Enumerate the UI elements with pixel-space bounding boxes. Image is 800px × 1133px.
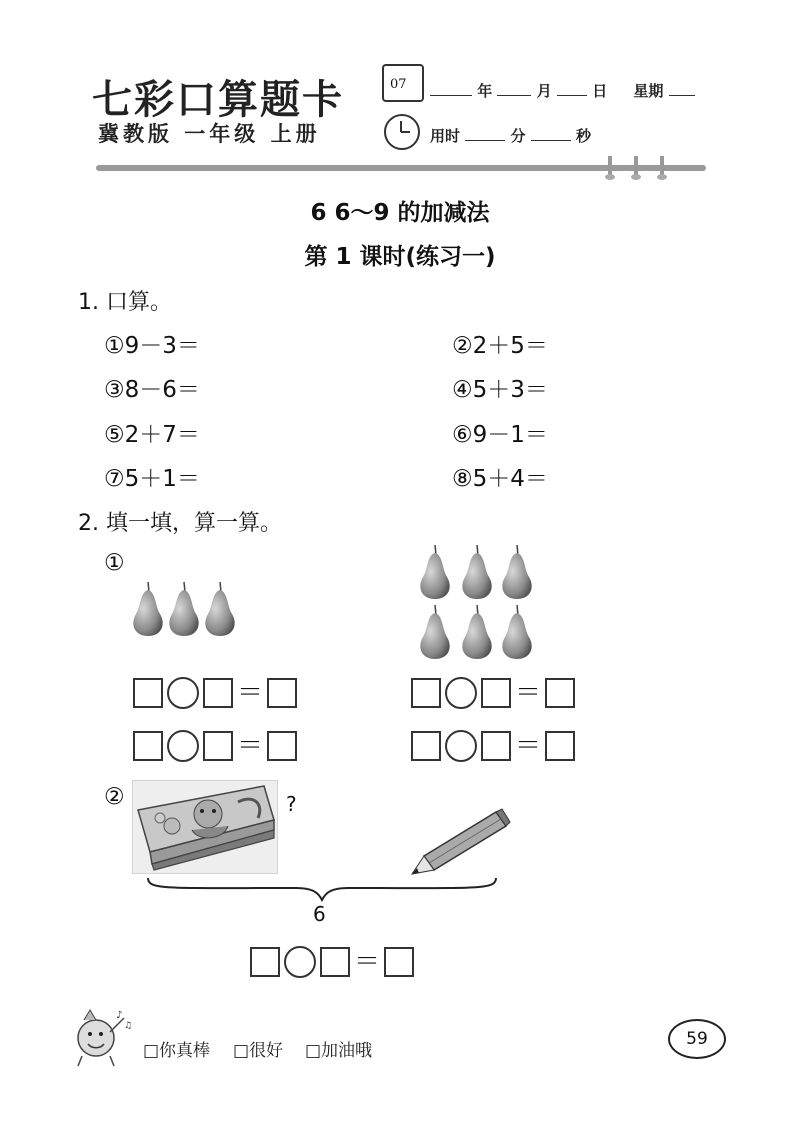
page-number: 59 — [668, 1019, 726, 1059]
brace-icon — [146, 876, 498, 902]
rating-great[interactable]: □你真棒 — [143, 1041, 211, 1061]
lesson-title: 6 6～9 的加减法 — [310, 200, 490, 226]
pear-icon — [462, 605, 491, 659]
rating-keep-trying[interactable]: □加油哦 — [305, 1041, 373, 1061]
equals-sign: ＝ — [237, 678, 264, 708]
q1-item: ⑤2＋7＝ — [104, 422, 200, 448]
answer-box[interactable] — [250, 947, 280, 977]
second-label: 秒 — [575, 127, 591, 145]
edition-label: 冀教版 一年级 上册 — [98, 122, 321, 146]
calendar-number: 07 — [390, 77, 407, 92]
pear-icon — [205, 582, 234, 636]
operator-circle[interactable] — [445, 677, 477, 709]
q2-heading: 2. 填一填，算一算。 — [78, 511, 282, 536]
q1-item: ②2＋5＝ — [452, 333, 548, 359]
pear-group-left — [128, 580, 248, 640]
equals-sign: ＝ — [237, 731, 264, 761]
answer-box[interactable] — [384, 947, 414, 977]
total-label: 6 — [313, 902, 326, 926]
answer-box[interactable] — [481, 678, 511, 708]
q2-part1-marker: ① — [104, 550, 125, 576]
divider-pin — [608, 156, 612, 178]
equals-sign: ＝ — [515, 678, 542, 708]
minute-label: 分 — [510, 127, 526, 145]
answer-box[interactable] — [481, 731, 511, 761]
mascot-icon — [70, 1004, 132, 1068]
q1-heading: 1. 口算。 — [78, 290, 172, 315]
svg-text:♪: ♪ — [116, 1010, 123, 1021]
brand-title: 七彩口算题卡 — [92, 76, 344, 123]
answer-box[interactable] — [411, 678, 441, 708]
q2-part2-marker: ② — [104, 784, 125, 810]
q1-item: ⑦5＋1＝ — [104, 466, 200, 492]
calendar-icon — [382, 64, 424, 102]
unknown-mark: ? — [286, 792, 297, 816]
pear-icon — [462, 545, 491, 599]
svg-text:♫: ♫ — [124, 1021, 132, 1031]
pear-group-right — [415, 543, 539, 661]
pear-icon — [420, 545, 449, 599]
answer-box[interactable] — [545, 731, 575, 761]
answer-box[interactable] — [133, 731, 163, 761]
q1-item: ③8－6＝ — [104, 377, 200, 403]
divider-pin — [634, 156, 638, 178]
pear-icon — [502, 545, 531, 599]
answer-box[interactable] — [203, 731, 233, 761]
q1-item: ⑥9－1＝ — [452, 422, 548, 448]
day-label: 日 — [592, 82, 608, 100]
year-label: 年 — [477, 82, 493, 100]
q1-item: ①9－3＝ — [104, 333, 200, 359]
header-divider — [96, 165, 706, 171]
time-row — [430, 125, 591, 146]
answer-box[interactable] — [203, 678, 233, 708]
equals-sign: ＝ — [354, 947, 381, 977]
answer-box[interactable] — [267, 678, 297, 708]
answer-box[interactable] — [133, 678, 163, 708]
answer-box[interactable] — [545, 678, 575, 708]
pencil-icon — [408, 806, 512, 876]
equation-row — [411, 730, 575, 762]
operator-circle[interactable] — [167, 677, 199, 709]
answer-box[interactable] — [411, 731, 441, 761]
pear-icon — [169, 582, 198, 636]
pear-icon — [133, 582, 162, 636]
month-label: 月 — [536, 82, 552, 100]
answer-box[interactable] — [267, 731, 297, 761]
equation-row — [133, 730, 297, 762]
answer-box[interactable] — [320, 947, 350, 977]
pear-icon — [420, 605, 449, 659]
q1-item: ⑧5＋4＝ — [452, 466, 548, 492]
pencil-case-icon — [132, 780, 278, 874]
equals-sign: ＝ — [515, 731, 542, 761]
lesson-subtitle: 第 1 课时(练习一) — [304, 244, 496, 270]
weekday-label: 星期 — [633, 82, 664, 100]
divider-pin — [660, 156, 664, 178]
date-row — [430, 80, 695, 101]
equation-row — [411, 677, 575, 709]
clock-icon — [384, 114, 420, 150]
equation-row — [250, 946, 414, 978]
rating-good[interactable]: □很好 — [233, 1041, 284, 1061]
q1-item: ④5＋3＝ — [452, 377, 548, 403]
operator-circle[interactable] — [445, 730, 477, 762]
operator-circle[interactable] — [284, 946, 316, 978]
equation-row — [133, 677, 297, 709]
pear-icon — [502, 605, 531, 659]
operator-circle[interactable] — [167, 730, 199, 762]
time-used-label: 用时 — [430, 127, 461, 145]
